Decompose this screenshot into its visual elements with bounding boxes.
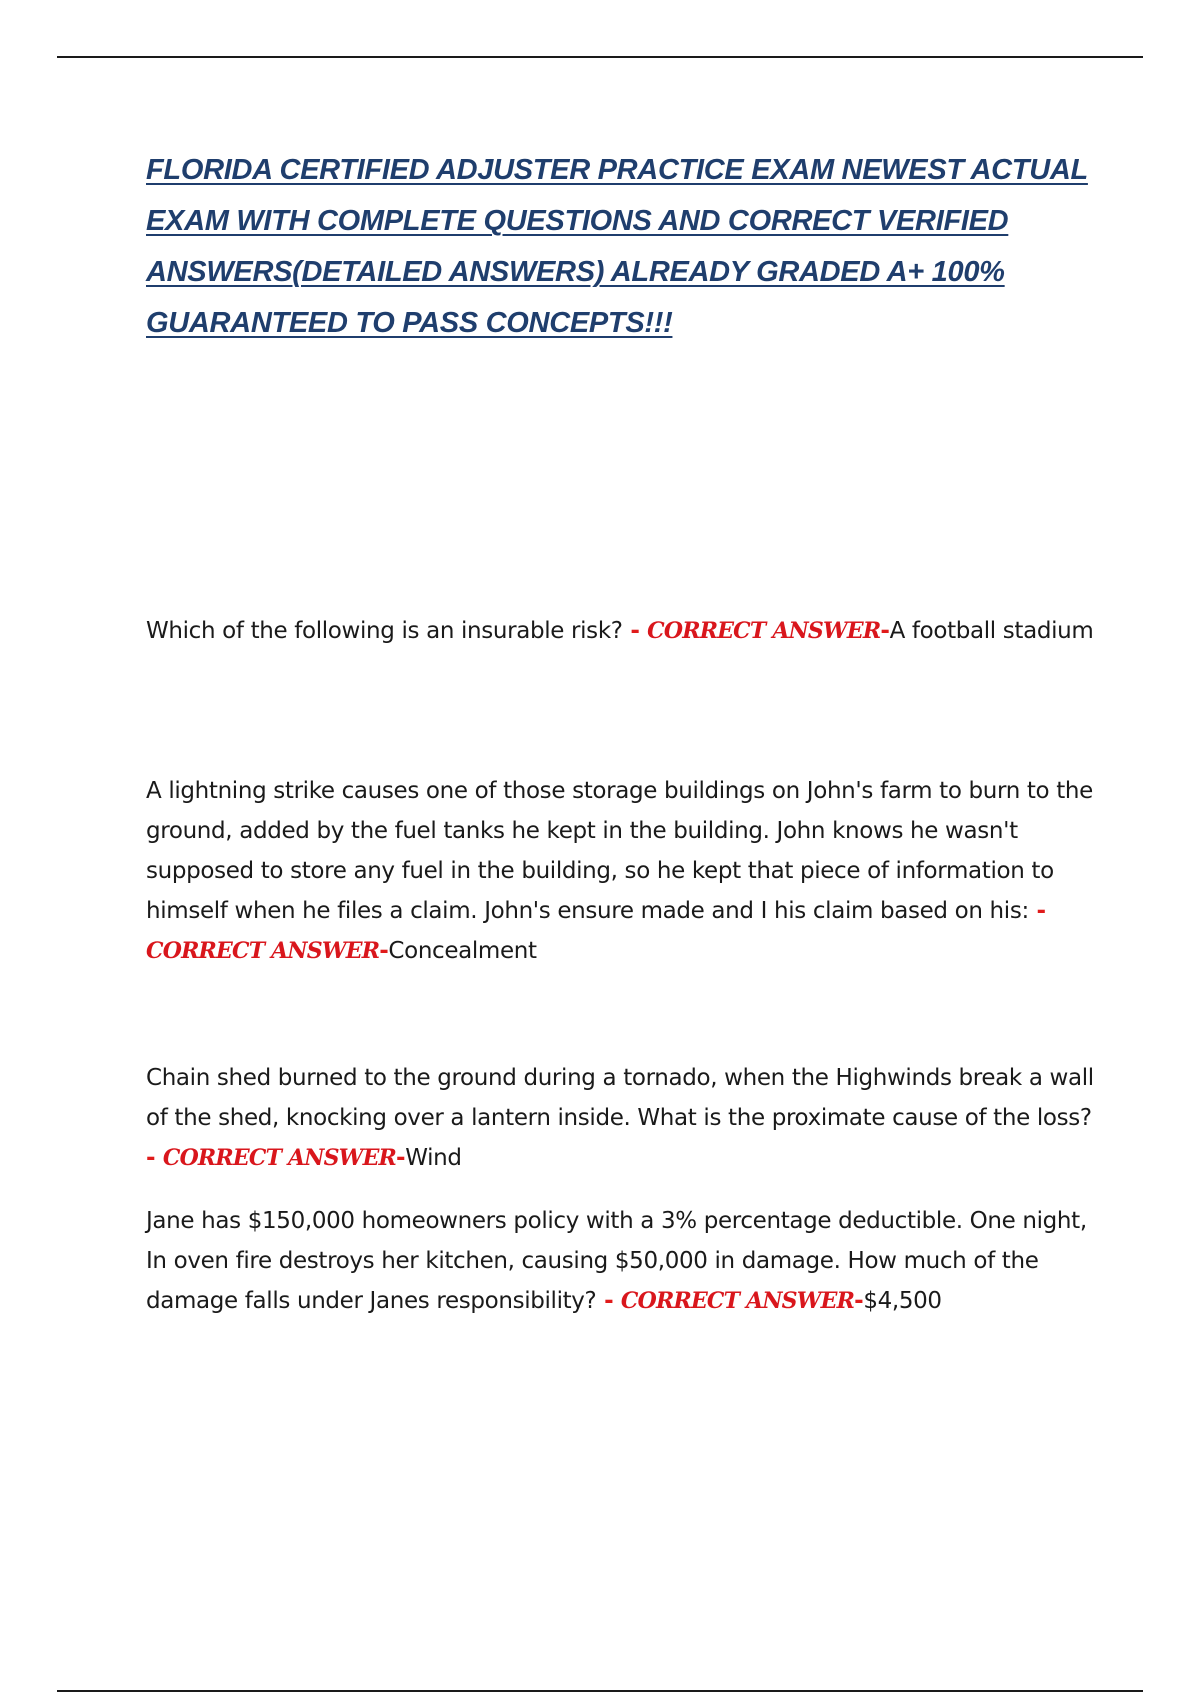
qa-item-2: A lightning strike causes one of those storage buildings on John's farm to burn to the ground, added by the fuel tanks he kept in the building. John knows he wasn't supposed to store any fuel in the building, so he kept that piece of information to himself when he files a claim. John's ensure made and I his claim based on his: - CORRECT ANSWER-Concealment: [146, 778, 1093, 964]
header-rule: [57, 56, 1143, 58]
footer-rule: [57, 1690, 1143, 1692]
answer-text: Concealment: [388, 938, 537, 964]
answer-text: $4,500: [863, 1288, 942, 1314]
question-text: Jane has $150,000 homeowners policy with a 3% percentage deductible. One night, In oven fire destroys her kitchen, causing $50,000 in damage. How much of the damage falls under Janes responsibility?: [146, 1208, 1087, 1314]
answer-separator: -: [596, 1288, 621, 1314]
answer-text: Wind: [405, 1145, 462, 1171]
qa-item-3: Chain shed burned to the ground during a tornado, when the Highwinds break a wall of the shed, knocking over a lantern inside. What is the proximate cause of the loss? - CORRECT ANSWER-Wind: [146, 1065, 1094, 1171]
answer-text: A football stadium: [889, 618, 1094, 644]
question-text: A lightning strike causes one of those storage buildings on John's farm to burn to the ground, added by the fuel tanks he kept in the building. John knows he wasn't supposed to store any fuel in the building, so he kept that piece of information to himself when he files a claim. John's ensure made and I his claim based on his:: [146, 778, 1093, 924]
correct-answer-label: CORRECT ANSWER: [162, 1145, 397, 1171]
qa-item-1: Which of the following is an insurable risk? - CORRECT ANSWER-A football stadium: [146, 618, 1094, 644]
correct-answer-label: CORRECT ANSWER: [146, 938, 380, 964]
answer-separator: -: [622, 618, 648, 644]
correct-answer-label: CORRECT ANSWER: [620, 1288, 855, 1314]
qa-item-4: Jane has $150,000 homeowners policy with a 3% percentage deductible. One night, In oven fire destroys her kitchen, causing $50,000 in damage. How much of the damage falls under Janes responsibility? - CORRECT ANSWER-$4,500: [146, 1208, 1087, 1314]
answer-separator: -: [1028, 898, 1046, 924]
document-title: FLORIDA CERTIFIED ADJUSTER PRACTICE EXAM NEWEST ACTUAL EXAM WITH COMPLETE QUESTIONS AND CORRECT VERIFIED ANSWERS(DETAILED ANSWERS) ALREADY GRADED A+ 100% GUARANTEED TO PASS CONCEPTS!!!: [146, 154, 1088, 339]
question-text: Chain shed burned to the ground during a tornado, when the Highwinds break a wall of the shed, knocking over a lantern inside. What is the proximate cause of the loss?: [146, 1065, 1094, 1131]
correct-answer-label: CORRECT ANSWER: [647, 618, 881, 644]
question-text: Which of the following is an insurable risk?: [146, 618, 623, 644]
answer-separator: -: [146, 1145, 163, 1171]
